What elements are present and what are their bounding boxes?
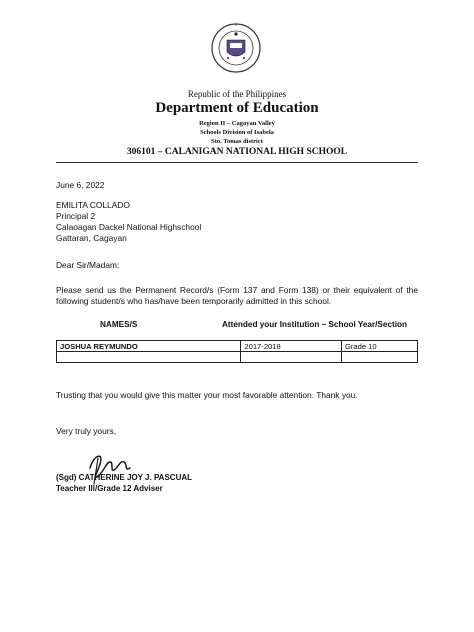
salutation: Dear Sir/Madam: (56, 260, 120, 270)
deped-seal-logo (210, 18, 262, 88)
closing-line: Trusting that you would give this matter your most favorable attention. Thank you. (56, 390, 358, 400)
school-year-cell: 2017-2018 (241, 341, 342, 352)
letter-body: Please send us the Permanent Record/s (Form 137 and Form 138) or their equivalent of the following student/s who has/have been temporarily admitted in this school. (56, 285, 418, 306)
recipient-position: Principal 2 (56, 211, 96, 221)
recipient-school: Calaoagan Dackel National Highschool (56, 222, 202, 232)
region-line: Region II – Cagayan Valley (199, 120, 275, 127)
school-line: 306101 – CALANIGAN NATIONAL HIGH SCHOOL (126, 147, 348, 157)
department-title: Department of Education (155, 100, 319, 116)
recipient-address: Gattaran, Cagayan (56, 233, 127, 243)
names-column-header: NAMES/S (100, 320, 138, 329)
section-cell: Grade 10 (341, 341, 417, 352)
letter-date: June 6, 2022 (56, 180, 105, 190)
signatory-title: Teacher III/Grade 12 Adviser (56, 484, 163, 493)
complimentary-close: Very truly yours, (56, 426, 117, 436)
district-line: Sto. Tomas district (211, 138, 263, 145)
republic-line: Republic of the Philippines (187, 89, 287, 99)
student-name-cell (57, 352, 241, 363)
header-divider (56, 162, 418, 163)
signatory-name: (Sgd) CATHERINE JOY J. PASCUAL (56, 473, 193, 482)
students-table (56, 340, 418, 363)
division-line: Schools Division of Isabela (200, 129, 274, 136)
table-row (57, 341, 418, 352)
student-name-cell: JOSHUA REYMUNDO (57, 341, 241, 352)
table-row (57, 352, 418, 363)
recipient-name: EMILITA COLLADO (56, 200, 130, 210)
attended-column-header: Attended your Institution – School Year/Section (222, 320, 408, 329)
school-year-cell (241, 352, 342, 363)
section-cell (341, 352, 417, 363)
